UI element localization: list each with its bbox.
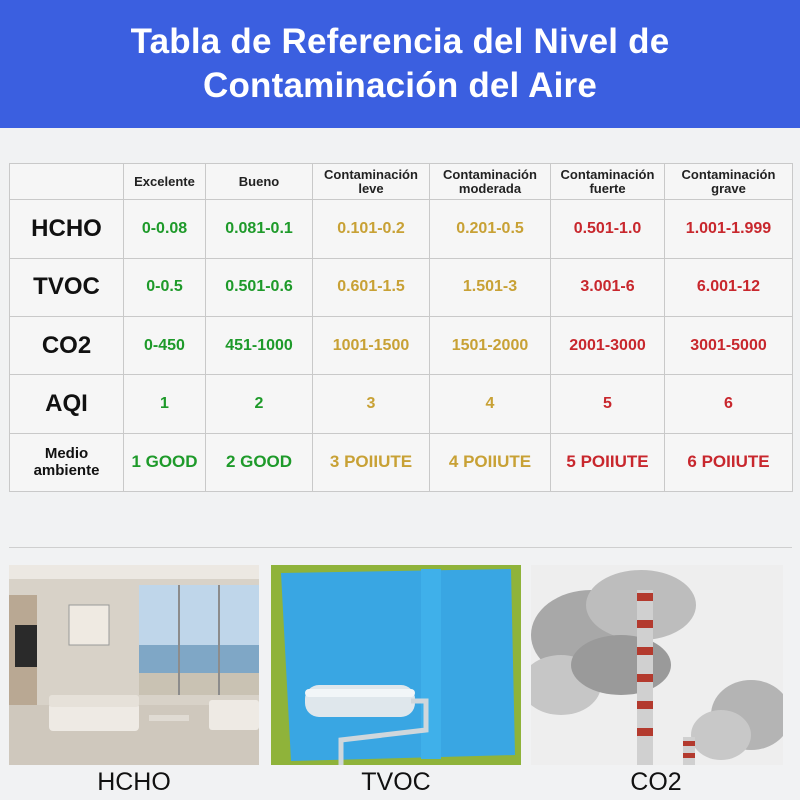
paint-roller-illustration: [271, 565, 521, 765]
table-cell: 1.001-1.999: [665, 200, 793, 258]
table-cell: 1501-2000: [430, 316, 551, 374]
column-header: Bueno: [206, 164, 313, 200]
section-divider: [9, 547, 792, 548]
table-cell: 2001-3000: [551, 316, 665, 374]
paint-roller-photo: [271, 565, 521, 765]
table-row: [10, 258, 793, 316]
table-row: [10, 316, 793, 374]
table-cell: 3001-5000: [665, 316, 793, 374]
reference-table: [9, 163, 793, 492]
column-header: Contaminación moderada: [430, 164, 551, 200]
table-cell: 1001-1500: [313, 316, 430, 374]
table-cell: 0.501-0.6: [206, 258, 313, 316]
row-label: HCHO: [10, 200, 124, 258]
row-label: CO2: [10, 316, 124, 374]
table-cell: 6.001-12: [665, 258, 793, 316]
table-cell: 1 GOOD: [124, 433, 206, 491]
living-room-photo: [9, 565, 259, 765]
table-cell: 451-1000: [206, 316, 313, 374]
table-cell: 5: [551, 375, 665, 433]
table-cell: 0-450: [124, 316, 206, 374]
title-line-1: Tabla de Referencia del Nivel de: [130, 22, 670, 61]
table-cell: 1.501-3: [430, 258, 551, 316]
table-cell: 0.601-1.5: [313, 258, 430, 316]
table-row: [10, 375, 793, 433]
table-cell: 4 POIIUTE: [430, 433, 551, 491]
column-header: Contaminación fuerte: [551, 164, 665, 200]
table-cell: 0.501-1.0: [551, 200, 665, 258]
table-cell: 0.101-0.2: [313, 200, 430, 258]
table-cell: 0.081-0.1: [206, 200, 313, 258]
row-label: TVOC: [10, 258, 124, 316]
table-cell: 2: [206, 375, 313, 433]
photo-caption-hcho: HCHO: [97, 768, 171, 796]
photo-caption-co2: CO2: [630, 768, 682, 796]
table-cell: 1: [124, 375, 206, 433]
table-row: [10, 200, 793, 258]
table-cell: 4: [430, 375, 551, 433]
table-header-row: [10, 164, 793, 200]
table-cell: 6 POIIUTE: [665, 433, 793, 491]
table-cell: 3.001-6: [551, 258, 665, 316]
title-banner: [0, 0, 800, 128]
header-corner-cell: [10, 164, 124, 200]
photo-caption-tvoc: TVOC: [361, 768, 431, 796]
table-cell: 3: [313, 375, 430, 433]
row-label: Medio ambiente: [10, 433, 124, 491]
table-cell: 0-0.5: [124, 258, 206, 316]
table-cell: 0.201-0.5: [430, 200, 551, 258]
table-cell: 6: [665, 375, 793, 433]
living-room-illustration: [9, 565, 259, 765]
column-header: Excelente: [124, 164, 206, 200]
title-line-2: Contaminación del Aire: [203, 66, 597, 105]
column-header: Contaminación leve: [313, 164, 430, 200]
row-label: AQI: [10, 375, 124, 433]
table-cell: 5 POIIUTE: [551, 433, 665, 491]
table-cell: 3 POIIUTE: [313, 433, 430, 491]
factory-smoke-illustration: [531, 565, 783, 765]
reference-table-wrapper: [9, 163, 792, 492]
table-row: [10, 433, 793, 491]
factory-smoke-photo: [531, 565, 783, 765]
table-cell: 2 GOOD: [206, 433, 313, 491]
table-cell: 0-0.08: [124, 200, 206, 258]
column-header: Contaminación grave: [665, 164, 793, 200]
